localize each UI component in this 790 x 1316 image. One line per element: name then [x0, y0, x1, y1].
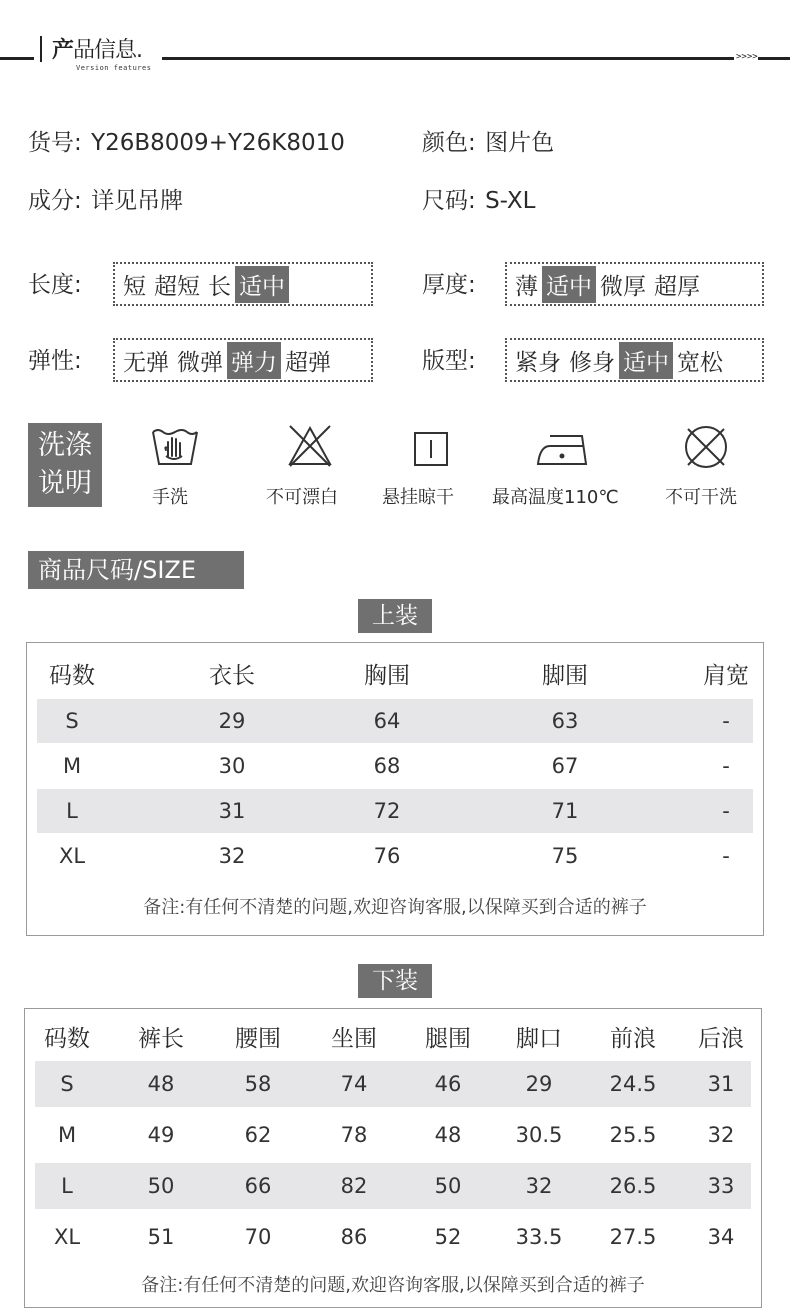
bottom-table-cell: 32: [525, 1174, 553, 1198]
bottom-table-cell: 86: [340, 1225, 368, 1249]
bottom-table-note: 备注:有任何不清楚的问题,欢迎咨询客服,以保障买到合适的裤子: [141, 1275, 645, 1296]
table-row: [37, 699, 753, 743]
item-number-value: Y26B8009+Y26K8010: [91, 130, 345, 156]
option-thickness-1: 适中: [542, 266, 596, 303]
bottom-table-cell: 50: [434, 1174, 462, 1198]
bottom-table-cell: 62: [244, 1123, 272, 1147]
bottom-table-cell: 48: [147, 1072, 175, 1096]
bottom-table-cell: 29: [525, 1072, 553, 1096]
fit-label: 版型:: [422, 348, 476, 374]
no-dry-clean-icon: [683, 424, 729, 470]
option-elasticity-1: 微弹: [177, 349, 223, 376]
top-table-cell: 31: [218, 799, 246, 823]
option-length-0: 短: [123, 273, 146, 300]
top-table-cell: 64: [373, 709, 401, 733]
size-label: 尺码:: [422, 188, 476, 214]
table-row: [35, 1163, 751, 1209]
top-table-cell: 29: [218, 709, 246, 733]
top-table-cell: -: [722, 754, 730, 778]
bottom-table-cell: L: [61, 1174, 73, 1198]
bottom-table-cell: 46: [434, 1072, 462, 1096]
size-section-title: 商品尺码/SIZE: [28, 551, 244, 589]
fit-options: [505, 338, 764, 382]
top-table-cell: 75: [551, 844, 579, 868]
bottom-size-table: [24, 1008, 762, 1308]
no-bleach-text: 不可漂白: [266, 487, 338, 508]
bottom-header-cell: 坐围: [331, 1025, 377, 1052]
top-table-cell: 63: [551, 709, 579, 733]
top-table-cell: -: [722, 799, 730, 823]
top-table-cell: 30: [218, 754, 246, 778]
hang-dry-text: 悬挂晾干: [382, 487, 454, 508]
top-table-cell: L: [66, 799, 78, 823]
top-table-cell: 76: [373, 844, 401, 868]
option-length-1: 超短: [154, 273, 200, 300]
material-label: 成分:: [28, 188, 82, 214]
option-fit-0: 紧身: [515, 349, 561, 376]
bottom-table-cell: 70: [244, 1225, 272, 1249]
iron-icon: [536, 432, 588, 466]
bottom-table-cell: 25.5: [609, 1123, 657, 1147]
top-table-cell: -: [722, 844, 730, 868]
bottom-header-cell: 后浪: [698, 1025, 744, 1052]
top-table-cell: 32: [218, 844, 246, 868]
top-header-cell: 胸围: [364, 662, 410, 689]
table-row: [37, 789, 753, 833]
table-row: [37, 744, 753, 788]
size-value: S-XL: [485, 188, 536, 214]
material-line: [28, 182, 183, 215]
top-table-cell: -: [722, 709, 730, 733]
top-table-cell: 67: [551, 754, 579, 778]
option-length-2: 长: [208, 273, 231, 300]
header-rule-left: [0, 57, 34, 60]
hand-wash-text: 手洗: [152, 487, 188, 508]
top-header-cell: 衣长: [209, 662, 255, 689]
bottom-table-cell: 26.5: [609, 1174, 657, 1198]
top-table-cell: XL: [58, 844, 86, 868]
bottom-table-cell: 49: [147, 1123, 175, 1147]
option-thickness-3: 超厚: [654, 273, 700, 300]
iron-text: 最高温度110℃: [492, 487, 619, 508]
option-fit-2: 适中: [619, 342, 673, 379]
thickness-label: 厚度:: [422, 272, 476, 298]
bottom-table-cell: 33.5: [515, 1225, 563, 1249]
wash-instructions-label: [28, 423, 102, 507]
bottom-header-cell: 码数: [44, 1025, 90, 1052]
bottom-table-cell: 34: [707, 1225, 735, 1249]
bottom-table-cell: 82: [340, 1174, 368, 1198]
elasticity-label: 弹性:: [28, 348, 82, 374]
item-number-line: [28, 124, 345, 157]
bottom-table-cell: 74: [340, 1072, 368, 1096]
bottom-table-header: [35, 1013, 751, 1059]
top-garment-tag: 上装: [358, 599, 432, 633]
wash-label-line1: 洗涤: [38, 430, 92, 461]
option-elasticity-3: 超弹: [285, 349, 331, 376]
hand-wash-icon: [150, 426, 200, 468]
bottom-header-cell: 腿围: [425, 1025, 471, 1052]
header-title-bold: 产: [52, 38, 74, 63]
option-elasticity-2: 弹力: [227, 342, 281, 379]
length-options: [113, 262, 373, 306]
color-line: [422, 124, 554, 157]
top-table-note: 备注:有任何不清楚的问题,欢迎咨询客服,以保障买到合适的裤子: [143, 897, 647, 918]
bottom-table-cell: 30.5: [515, 1123, 563, 1147]
bottom-table-cell: 31: [707, 1072, 735, 1096]
bottom-table-cell: 33: [707, 1174, 735, 1198]
bottom-table-cell: 51: [147, 1225, 175, 1249]
table-row: [37, 834, 753, 878]
table-row: [35, 1112, 751, 1158]
option-length-3: 适中: [235, 266, 289, 303]
bottom-header-cell: 腰围: [235, 1025, 281, 1052]
top-header-cell: 肩宽: [703, 662, 749, 689]
header-rule-main: [162, 57, 734, 60]
item-number-label: 货号:: [28, 130, 82, 156]
top-header-cell: 码数: [49, 662, 95, 689]
top-header-cell: 脚围: [542, 662, 588, 689]
bottom-table-cell: 27.5: [609, 1225, 657, 1249]
bottom-table-cell: 58: [244, 1072, 272, 1096]
bottom-table-cell: 24.5: [609, 1072, 657, 1096]
no-dry-clean-text: 不可干洗: [665, 487, 737, 508]
bottom-header-cell: 裤长: [138, 1025, 184, 1052]
bottom-table-cell: 32: [707, 1123, 735, 1147]
top-table-cell: S: [65, 709, 79, 733]
color-value: 图片色: [485, 130, 555, 156]
header-title: [52, 33, 142, 64]
option-fit-3: 宽松: [677, 349, 723, 376]
header-arrows: >>>>: [736, 52, 758, 62]
elasticity-options: [113, 338, 373, 382]
size-line: [422, 182, 535, 215]
top-size-table: [26, 642, 764, 936]
top-table-cell: 68: [373, 754, 401, 778]
option-thickness-0: 薄: [515, 273, 538, 300]
bottom-table-cell: 48: [434, 1123, 462, 1147]
bottom-table-cell: 52: [434, 1225, 462, 1249]
material-value: 详见吊牌: [91, 188, 184, 214]
top-table-cell: M: [62, 754, 82, 778]
bottom-table-cell: XL: [53, 1225, 81, 1249]
no-bleach-icon: [286, 424, 334, 468]
bottom-table-cell: M: [57, 1123, 77, 1147]
hang-dry-icon: [414, 432, 448, 466]
bottom-table-cell: 50: [147, 1174, 175, 1198]
header-rule-right: [758, 57, 790, 60]
bottom-header-cell: 前浪: [610, 1025, 656, 1052]
option-elasticity-0: 无弹: [123, 349, 169, 376]
wash-label-line2: 说明: [38, 468, 92, 499]
bottom-table-cell: 66: [244, 1174, 272, 1198]
thickness-options: [505, 262, 764, 306]
option-thickness-2: 微厚: [600, 273, 646, 300]
header-subtitle: Version features: [76, 64, 152, 72]
header-divider: [40, 36, 42, 62]
bottom-table-cell: S: [60, 1072, 74, 1096]
bottom-header-cell: 脚口: [516, 1025, 562, 1052]
table-row: [35, 1061, 751, 1107]
header-title-rest: 品信息.: [73, 38, 143, 63]
length-label: 长度:: [28, 272, 82, 298]
option-fit-1: 修身: [569, 349, 615, 376]
color-label: 颜色:: [422, 130, 476, 156]
top-table-cell: 72: [373, 799, 401, 823]
top-table-header: [37, 651, 753, 695]
bottom-garment-tag: 下装: [358, 964, 432, 998]
bottom-table-cell: 78: [340, 1123, 368, 1147]
top-table-cell: 71: [551, 799, 579, 823]
table-row: [35, 1214, 751, 1260]
